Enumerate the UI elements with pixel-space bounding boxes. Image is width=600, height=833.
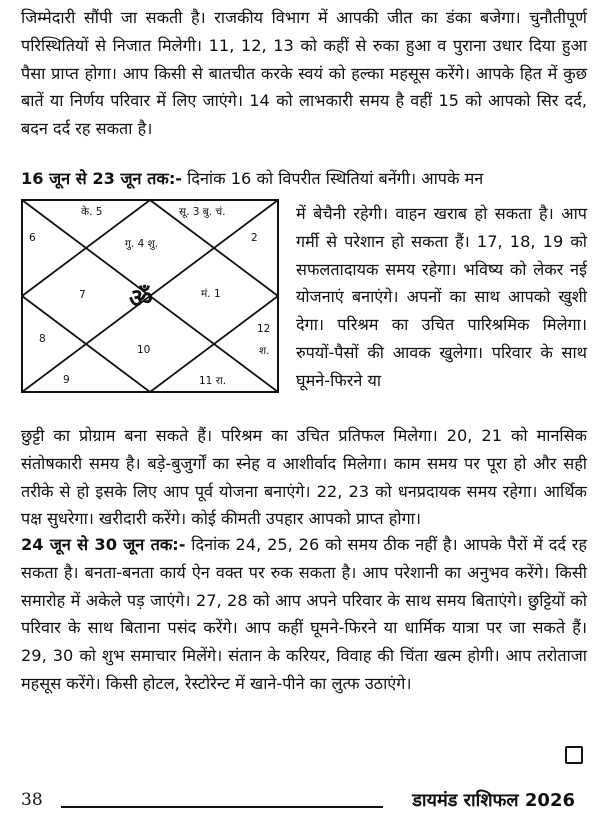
paragraph-intro: जिम्मेदारी सौंपी जा सकती है। राजकीय विभाग में आपकी जीत का डंका बजेगा। चुनौतीपूर्ण परिस्थितियों से निजात मिलेगी। 11, 12, 13 को कहीं से रुका हुआ व पुराना उधार दिया हुआ पैसा प्राप्त होगा। आप किसी से बातचीत करके स्वयं को हल्का महसूस करेंगे। आपके हित में कुछ बातें या निर्णय परिवार में लिए जाएंगे। 14 को लाभकारी समय है वहीं 15 को आपको सिर दर्द, बदन दर्द रह सकता है। (21, 8, 587, 139)
week-16-23-continued: छुट्टी का प्रोग्राम बना सकते हैं। परिश्रम का उचित प्रतिफल मिलेगा। 20, 21 को मानसिक संतोषकारी समय है। बड़े-बुजुर्गों का स्नेह व आशीर्वाद मिलेगा। काम समय पर पूरा हो और सही तरीके से हो इसके लिए आप पूर्व योजना बनाएंगे। 22, 23 को धनप्रदायक समय रहेगा। आर्थिक पक्ष सुधरेगा। खरीदारी करेंगे। कोई कीमती उपहार आपको प्राप्त होगा। (21, 426, 587, 529)
footer-rule (61, 806, 383, 808)
house-2-label: 2 (251, 232, 258, 244)
house-8-label: 8 (39, 333, 46, 345)
house-5-label: के. 5 (81, 206, 103, 218)
paragraph-week-16-23 (21, 165, 587, 193)
heading-week-24-30: 24 जून से 30 जून तक:- (21, 535, 186, 554)
horoscope-chart (21, 199, 279, 393)
heading-week-16-23: 16 जून से 23 जून तक:- (21, 169, 183, 188)
house-6-label: 6 (29, 232, 36, 244)
house-11-label: 11 रा. (199, 375, 227, 387)
house-9-label: 9 (63, 374, 70, 386)
week-16-23-intro: दिनांक 16 को विपरीत स्थितियां बनेंगी। आपके मन (182, 169, 484, 188)
footer-title: डायमंड राशिफल 2026 (412, 790, 575, 811)
page-number: 38 (21, 790, 43, 810)
om-symbol: ॐ (129, 284, 153, 314)
week-24-30-text: दिनांक 24, 25, 26 को समय ठीक नहीं है। आपके पैरों में दर्द रह सकता है। बनता-बनता कार्य ऐन वक्त पर रुक सकता है। आप परेशानी का अनुभव करेंगे। किसी समारोह में अकेले पड़ जाएंगे। 27, 28 को आप अपने परिवार के साथ समय बिताएंगे। छुट्टियों को परिवार के साथ बिताना पसंद करेंगे। आप कहीं घूमने-फिरने या धार्मिक यात्रा पर जा सकते हैं। 29, 30 को शुभ समाचार मिलेंगे। संतान के करियर, विवाह की चिंता खत्म होगी। आप तरोताजा महसूस करेंगे। किसी होटल, रेस्टोरेन्ट में खाने-पीने का लुत्फ उठाएंगे। (21, 535, 588, 693)
end-mark-square (565, 746, 583, 764)
page-footer (21, 790, 587, 816)
house-7-label: 7 (79, 289, 86, 301)
house-3-label: सू. 3 बु. चं. (179, 206, 226, 218)
house-4-label: गु. 4 शु. (125, 238, 159, 250)
house-10-label: 10 (137, 344, 151, 356)
house-12-label: 12 (257, 323, 271, 335)
house-1-label: मं. 1 (201, 288, 221, 300)
week-16-23-side-text: में बेचैनी रहेगी। वाहन खराब हो सकता है। आप गर्मी से परेशान हो सकता हैं। 17, 18, 19 को सफलतादायक समय रहेगा। भविष्य को लेकर नई योजनाएं बनाएंगे। अपनों का साथ आपको खुशी देगा। परिश्रम का उचित पारिश्रमिक मिलेगा। रुपयों-पैसों की आवक खुलेगा। परिवार के साथ घूमने-फिरने या (296, 204, 587, 390)
house-12-planet-label: श. (259, 345, 270, 357)
paragraph-week-24-30 (21, 531, 587, 698)
